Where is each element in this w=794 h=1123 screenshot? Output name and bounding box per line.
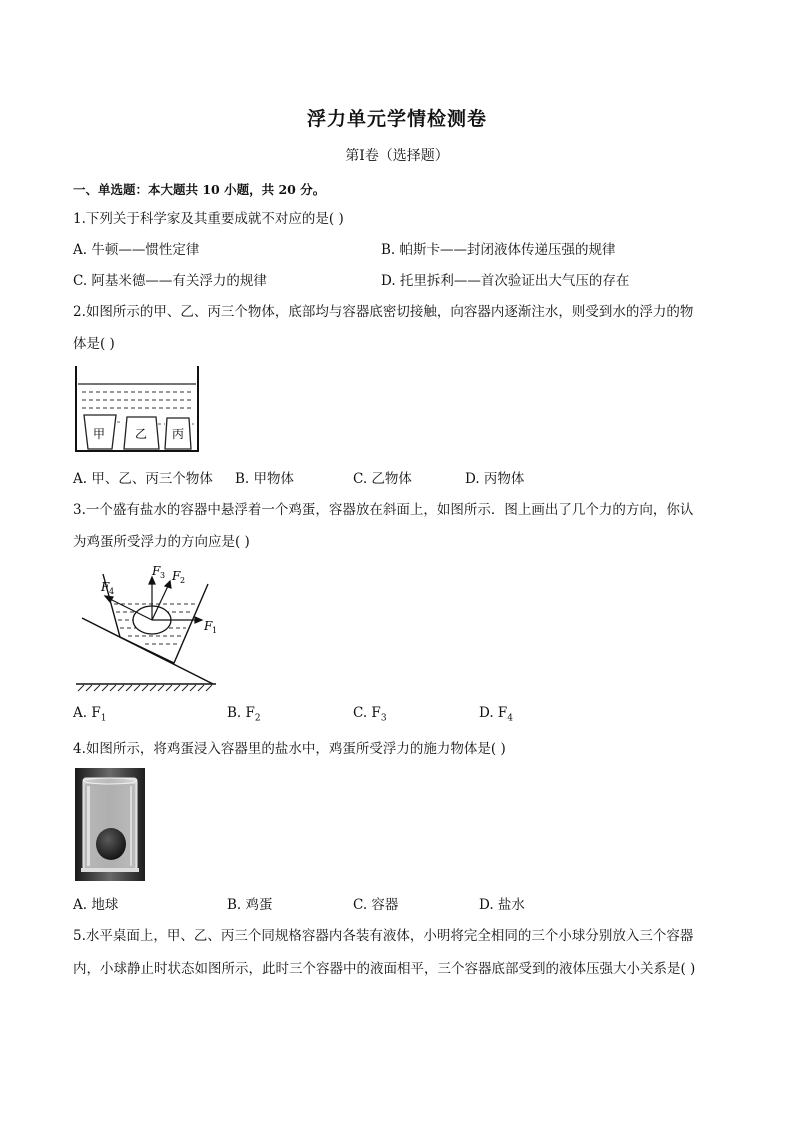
question-1-option-c: C. 阿基米德——有关浮力的规律 (73, 273, 267, 289)
page-subtitle: 第Ⅰ卷（选择题） (345, 148, 449, 164)
force-label-f4: F (101, 580, 110, 594)
question-3-figure (70, 560, 220, 695)
question-4-stem: 4.如图所示，将鸡蛋浸入容器里的盐水中，鸡蛋所受浮力的施力物体是( ) (73, 741, 506, 757)
question-3-option-c (353, 705, 387, 724)
question-4-option-b: B. 鸡蛋 (227, 897, 273, 913)
question-5-stem-line-2: 内，小球静止时状态如图所示，此时三个容器中的液面相平，三个容器底部受到的液体压强大小关系是( ) (73, 961, 696, 977)
question-2-option-d: D. 丙物体 (465, 471, 525, 487)
option-b-subscript: 2 (254, 713, 261, 724)
force-label-f4-subscript: 4 (109, 587, 115, 596)
force-label-f2: F (172, 569, 181, 583)
force-label-f1: F (204, 619, 213, 633)
question-4-option-a: A. 地球 (73, 897, 119, 913)
option-a-subscript: 1 (100, 713, 107, 724)
question-2-option-c: C. 乙物体 (353, 471, 412, 487)
question-1-stem: 1.下列关于科学家及其重要成就不对应的是( ) (73, 211, 344, 227)
question-2-option-b: B. 甲物体 (235, 471, 295, 487)
question-3-option-b (227, 705, 261, 724)
question-4-option-d: D. 盐水 (479, 897, 525, 913)
figure-label-jia: 甲 (93, 427, 106, 441)
figure-label-yi: 乙 (135, 427, 148, 441)
force-label-f3-subscript: 3 (160, 571, 166, 580)
question-2-figure (70, 362, 205, 457)
question-4-photo (75, 768, 145, 881)
force-label-f2-subscript: 2 (180, 576, 186, 585)
question-1-option-b: B. 帕斯卡——封闭液体传递压强的规律 (381, 242, 616, 258)
option-d-letter: D. F (479, 705, 508, 721)
force-label-f3: F (152, 564, 161, 578)
figure-label-bing: 丙 (172, 427, 185, 441)
force-label-f1-subscript: 1 (212, 626, 218, 635)
question-5-stem-line-1: 5.水平桌面上，甲、乙、丙三个同规格容器内各装有液体，小明将完全相同的三个小球分别放入三个容器 (73, 928, 694, 944)
option-c-subscript: 3 (380, 713, 387, 724)
page-title: 浮力单元学情检测卷 (306, 108, 487, 130)
question-2-option-a: A. 甲、乙、丙三个物体 (73, 471, 213, 487)
option-c-letter: C. F (353, 705, 381, 721)
option-b-letter: B. F (227, 705, 255, 721)
option-a-letter: A. F (73, 705, 101, 721)
question-3-option-a (73, 705, 106, 724)
question-4-option-c: C. 容器 (353, 897, 399, 913)
option-d-subscript: 4 (507, 713, 514, 724)
question-1-option-a: A. 牛顿——惯性定律 (73, 242, 200, 258)
question-2-stem-line-2: 体是( ) (73, 336, 115, 352)
question-2-stem-line-1: 2.如图所示的甲、乙、丙三个物体，底部均与容器底密切接触，向容器内逐渐注水，则受到水的浮力的物 (73, 304, 694, 320)
question-1-option-d: D. 托里拆利——首次验证出大气压的存在 (381, 273, 630, 289)
question-3-stem-line-2: 为鸡蛋所受浮力的方向应是( ) (73, 534, 250, 550)
question-3-stem-line-1: 3.一个盛有盐水的容器中悬浮着一个鸡蛋，容器放在斜面上，如图所示．图上画出了几个力的方向，你认 (73, 502, 694, 518)
question-3-option-d (479, 705, 513, 724)
section-heading: 一、单选题：本大题共 10 小题，共 20 分。 (73, 182, 326, 197)
